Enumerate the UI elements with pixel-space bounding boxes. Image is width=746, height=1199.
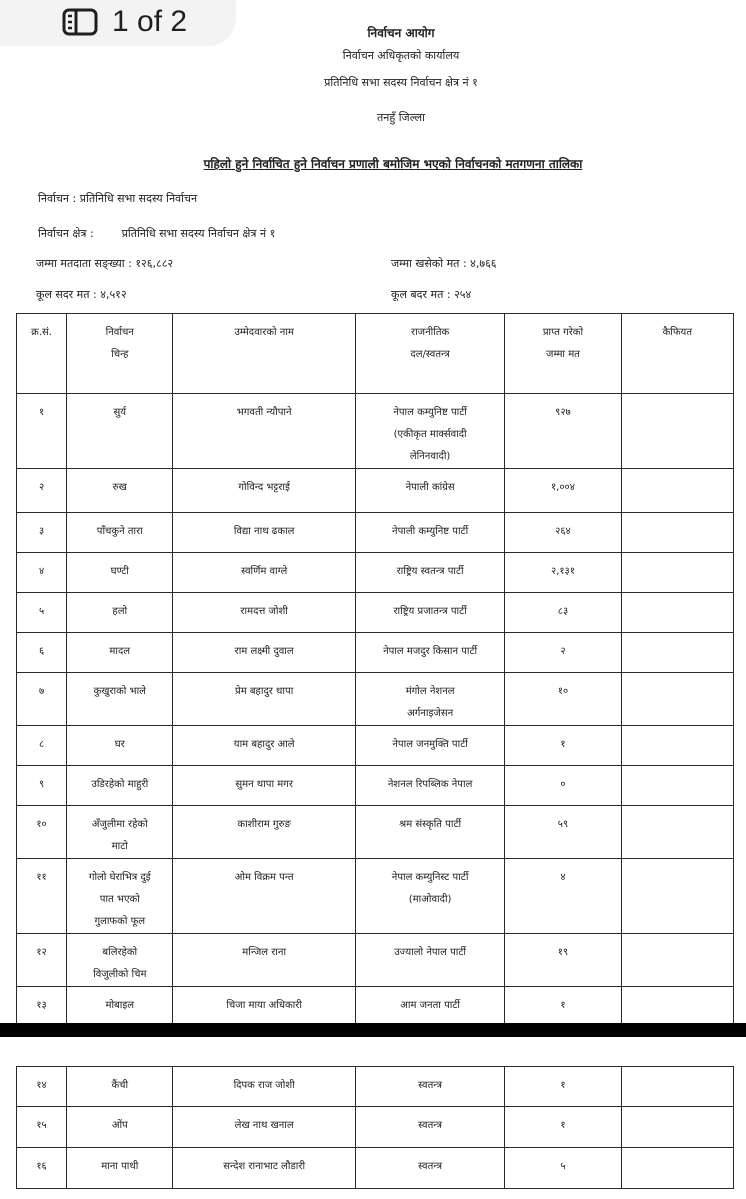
cell-election-symbol: ओंप — [67, 1107, 173, 1148]
results-table-continued — [16, 1066, 734, 1189]
cell-remarks — [621, 859, 733, 934]
cell-election-symbol: गोलो घेराभित्र दुई पात भएको गुलाफको फूल — [67, 859, 173, 934]
cell-candidate-name: याम बहादुर आले — [173, 726, 356, 766]
total-votes-cast: जम्मा खसेको मत : ४,७६६ — [391, 257, 497, 270]
cell-election-symbol: पाँचकुने तारा — [67, 513, 173, 553]
cell-remarks — [621, 513, 733, 553]
cell-serial-number: १३ — [17, 987, 67, 1027]
cell-remarks — [621, 806, 733, 859]
cell-election-symbol: माना पाथी — [67, 1148, 173, 1189]
cell-candidate-name: प्रेम बहादुर थापा — [173, 673, 356, 726]
cell-remarks — [621, 673, 733, 726]
cell-party: नेपाली कांग्रेस — [355, 469, 504, 513]
commission-title: निर्वाचन आयोग — [367, 26, 435, 40]
cell-remarks — [621, 1067, 733, 1107]
table-row — [17, 987, 734, 1027]
cell-candidate-name: चिजा माया अधिकारी — [173, 987, 356, 1027]
total-voters: जम्मा मतदाता सङ्ख्या : १२६,८८२ — [36, 257, 174, 270]
cell-votes: २,१३१ — [505, 553, 621, 593]
cell-serial-number: १० — [17, 806, 67, 859]
header-candidate: उम्मेदवारको नाम — [173, 314, 356, 394]
cell-candidate-name: रामदत्त जोशी — [173, 593, 356, 633]
table-row — [17, 673, 734, 726]
cell-election-symbol: बलिरहेको विजुलीको चिम — [67, 934, 173, 987]
cell-candidate-name: काशीराम गुरुङ — [173, 806, 356, 859]
table-row — [17, 766, 734, 806]
cell-party: आम जनता पार्टी — [355, 987, 504, 1027]
header-sn: क्र.सं. — [17, 314, 67, 394]
cell-votes: ४ — [505, 859, 621, 934]
cell-votes: २६४ — [505, 513, 621, 553]
table-row — [17, 859, 734, 934]
valid-votes: कूल सदर मत : ४,५१२ — [36, 288, 127, 301]
cell-serial-number: १२ — [17, 934, 67, 987]
cell-remarks — [621, 726, 733, 766]
constituency-heading: प्रतिनिधि सभा सदस्य निर्वाचन क्षेत्र नं १ — [324, 76, 478, 89]
cell-election-symbol: कैंची — [67, 1067, 173, 1107]
cell-election-symbol: घर — [67, 726, 173, 766]
header-party: राजनीतिक दल/स्वतन्त्र — [355, 314, 504, 394]
cell-party: राष्ट्रिय प्रजातन्त्र पार्टी — [355, 593, 504, 633]
cell-party: नेपाली कम्युनिष्ट पार्टी — [355, 513, 504, 553]
cell-party: राष्ट्रिय स्वतन्त्र पार्टी — [355, 553, 504, 593]
cell-remarks — [621, 469, 733, 513]
document-subject — [20, 155, 746, 172]
cell-serial-number: ३ — [17, 513, 67, 553]
cell-election-symbol: हलो — [67, 593, 173, 633]
table-row — [17, 726, 734, 766]
table-row — [17, 469, 734, 513]
cell-candidate-name: गोविन्द भट्टराई — [173, 469, 356, 513]
cell-votes: १,००४ — [505, 469, 621, 513]
cell-remarks — [621, 766, 733, 806]
cell-election-symbol: रुख — [67, 469, 173, 513]
cell-serial-number: २ — [17, 469, 67, 513]
table-row — [17, 593, 734, 633]
cell-remarks — [621, 987, 733, 1027]
cell-party: स्वतन्त्र — [355, 1107, 504, 1148]
cell-party: नेपाल कम्युनिष्ट पार्टी (एकीकृत मार्क्सवादी लेनिनवादी) — [355, 394, 504, 469]
cell-votes: ५९ — [505, 806, 621, 859]
cell-candidate-name: मन्जिल राना — [173, 934, 356, 987]
cell-serial-number: ८ — [17, 726, 67, 766]
table-row — [17, 934, 734, 987]
cell-remarks — [621, 1107, 733, 1148]
cell-candidate-name: दिपक राज जोशी — [173, 1067, 356, 1107]
table-row — [17, 1107, 734, 1148]
subject-text: पहिलो हुने निर्वाचित हुने निर्वाचन प्रणाली बमोजिम भएको निर्वाचनको मतगणना तालिका — [203, 157, 583, 171]
cell-party: उज्यालो नेपाल पार्टी — [355, 934, 504, 987]
office-name: निर्वाचन अधिकृतको कार्यालय — [342, 49, 460, 62]
cell-remarks — [621, 934, 733, 987]
cell-candidate-name: सुमन थापा मगर — [173, 766, 356, 806]
cell-candidate-name: लेख नाथ खनाल — [173, 1107, 356, 1148]
table-row — [17, 394, 734, 469]
cell-remarks — [621, 593, 733, 633]
cell-votes: ८३ — [505, 593, 621, 633]
cell-election-symbol: मादल — [67, 633, 173, 673]
cell-party: नेपाल जनमुक्ति पार्टी — [355, 726, 504, 766]
cell-election-symbol: घण्टी — [67, 553, 173, 593]
election-constituency: निर्वाचन क्षेत्र : प्रतिनिधि सभा सदस्य निर्वाचन क्षेत्र नं १ — [38, 227, 276, 240]
cell-remarks — [621, 633, 733, 673]
cell-serial-number: ११ — [17, 859, 67, 934]
cell-serial-number: १ — [17, 394, 67, 469]
cell-serial-number: ४ — [17, 553, 67, 593]
cell-serial-number: १५ — [17, 1107, 67, 1148]
cell-remarks — [621, 394, 733, 469]
election-type: निर्वाचन : प्रतिनिधि सभा सदस्य निर्वाचन — [38, 192, 198, 205]
cell-party: श्रम संस्कृति पार्टी — [355, 806, 504, 859]
cell-party: नेशनल रिपब्लिक नेपाल — [355, 766, 504, 806]
cell-serial-number: ५ — [17, 593, 67, 633]
cell-election-symbol: सुर्य — [67, 394, 173, 469]
cell-candidate-name: ओम विक्रम पन्त — [173, 859, 356, 934]
cell-serial-number: ७ — [17, 673, 67, 726]
table-row — [17, 513, 734, 553]
table-row — [17, 1067, 734, 1107]
cell-serial-number: ९ — [17, 766, 67, 806]
cell-votes: ५ — [505, 1148, 621, 1189]
cell-election-symbol: कुखुराको भाले — [67, 673, 173, 726]
header-symbol: निर्वाचन चिन्ह — [67, 314, 173, 394]
results-table — [16, 313, 734, 1027]
district-name: तनहुँ जिल्ला — [377, 111, 425, 124]
cell-remarks — [621, 553, 733, 593]
cell-serial-number: १४ — [17, 1067, 67, 1107]
cell-candidate-name: विद्या नाथ ढकाल — [173, 513, 356, 553]
cell-votes: ९२७ — [505, 394, 621, 469]
cell-party: स्वतन्त्र — [355, 1148, 504, 1189]
cell-votes: ० — [505, 766, 621, 806]
cell-remarks — [621, 1148, 733, 1189]
cell-votes: १ — [505, 1107, 621, 1148]
table-header-row — [17, 314, 734, 394]
cell-votes: १ — [505, 726, 621, 766]
cell-party: नेपाल मजदुर किसान पार्टी — [355, 633, 504, 673]
cell-votes: १९ — [505, 934, 621, 987]
table-row — [17, 1148, 734, 1189]
cell-election-symbol: अँजुलीमा रहेको माटो — [67, 806, 173, 859]
cell-votes: १ — [505, 987, 621, 1027]
table-row — [17, 553, 734, 593]
cell-party: नेपाल कम्युनिस्ट पार्टी (माओवादी) — [355, 859, 504, 934]
page-count-label: 1 of 2 — [112, 5, 188, 38]
cell-votes: १० — [505, 673, 621, 726]
invalid-votes: कूल बदर मत : २५४ — [391, 288, 472, 301]
cell-serial-number: ६ — [17, 633, 67, 673]
cell-serial-number: १६ — [17, 1148, 67, 1189]
table-row — [17, 806, 734, 859]
cell-candidate-name: स्वर्णिम वाग्ले — [173, 553, 356, 593]
header-remarks: कैफियत — [621, 314, 733, 394]
cell-party: स्वतन्त्र — [355, 1067, 504, 1107]
header-votes: प्राप्त गरेको जम्मा मत — [505, 314, 621, 394]
cell-candidate-name: सन्देश रानाभाट लौडारी — [173, 1148, 356, 1189]
cell-votes: १ — [505, 1067, 621, 1107]
page-break-divider — [0, 1023, 746, 1037]
cell-election-symbol: मोबाइल — [67, 987, 173, 1027]
cell-votes: २ — [505, 633, 621, 673]
cell-candidate-name: भगवती न्यौपाने — [173, 394, 356, 469]
table-row — [17, 633, 734, 673]
cell-candidate-name: राम लक्ष्मी दुवाल — [173, 633, 356, 673]
cell-election-symbol: उडिरहेको माहुरी — [67, 766, 173, 806]
cell-party: मंगोल नेशनल अर्गनाइजेसन — [355, 673, 504, 726]
